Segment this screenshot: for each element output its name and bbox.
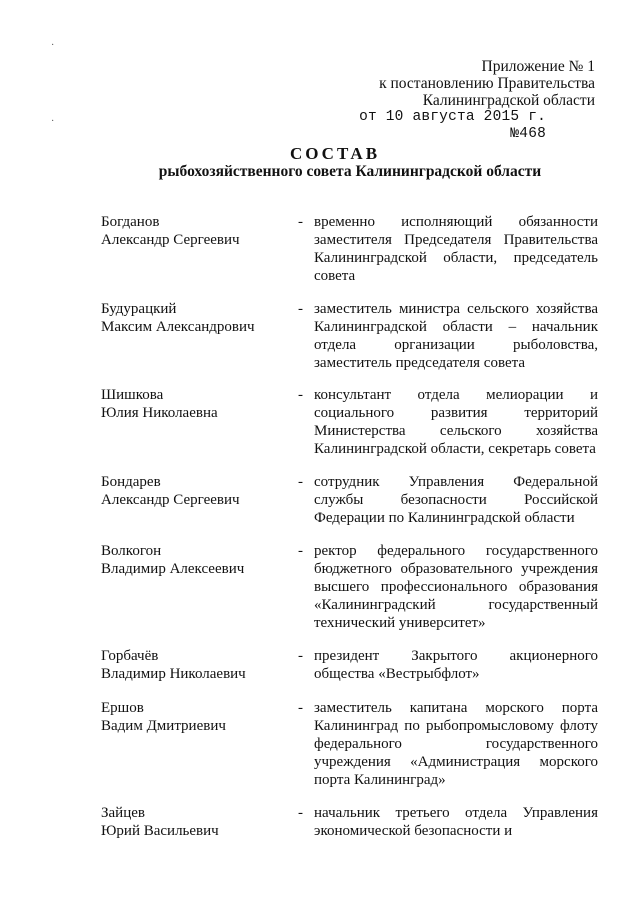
separator-dash: -	[298, 387, 303, 403]
member-surname: Ершов	[101, 700, 144, 716]
separator-dash: -	[298, 214, 303, 230]
separator-dash: -	[298, 805, 303, 821]
member-role: заместитель капитана морского порта Калининград по рыбопромысловому флоту федерального государственного учреждения «Администрация морского порта Калининград»	[314, 700, 598, 788]
separator-dash: -	[298, 648, 303, 664]
member-surname: Шишкова	[101, 387, 164, 403]
member-surname: Будурацкий	[101, 301, 177, 317]
member-role: ректор федерального государственного бюджетного образовательного учреждения высшего профессионального образования «Калининградский государственный технический университет»	[314, 543, 598, 631]
member-name	[101, 542, 291, 578]
member-surname: Бондарев	[101, 474, 161, 490]
scan-speck: ·	[51, 116, 55, 127]
member-given-names: Владимир Николаевич	[101, 666, 246, 682]
appendix-header	[345, 58, 595, 143]
member-given-names: Юлия Николаевна	[101, 405, 218, 421]
appendix-reference: к постановлению Правительства	[379, 75, 595, 92]
member-role: заместитель министра сельского хозяйства Калининградской области – начальник отдела организации рыболовства, заместитель председателя совета	[314, 301, 598, 371]
separator-dash: -	[298, 543, 303, 559]
member-given-names: Вадим Дмитриевич	[101, 718, 226, 734]
member-surname: Зайцев	[101, 805, 145, 821]
member-given-names: Юрий Васильевич	[101, 823, 219, 839]
member-given-names: Владимир Алексеевич	[101, 561, 245, 577]
separator-dash: -	[298, 700, 303, 716]
member-role: начальник третьего отдела Управления экономической безопасности и	[314, 805, 598, 839]
member-name	[101, 699, 291, 735]
document-title: СОСТАВ	[289, 144, 381, 163]
member-given-names: Александр Сергеевич	[101, 232, 240, 248]
document-title-block	[0, 144, 640, 181]
member-surname: Богданов	[101, 214, 160, 230]
member-name	[101, 213, 291, 249]
member-name	[101, 647, 291, 683]
member-surname: Горбачёв	[101, 648, 159, 664]
member-surname: Волкогон	[101, 543, 162, 559]
member-given-names: Александр Сергеевич	[101, 492, 240, 508]
document-subtitle: рыбохозяйственного совета Калининградской области	[158, 163, 542, 180]
member-role: временно исполняющий обязанности заместителя Председателя Правительства Калининградской области, председатель совета	[314, 214, 598, 284]
member-role: президент Закрытого акционерного общества «Вестрыбфлот»	[314, 648, 598, 682]
scan-speck: ·	[51, 40, 55, 51]
member-name	[101, 386, 291, 422]
member-role: сотрудник Управления Федеральной службы безопасности Российской Федерации по Калининградской области	[314, 474, 598, 526]
member-given-names: Максим Александрович	[101, 319, 255, 335]
member-name	[101, 804, 291, 840]
appendix-region: Калининградской области	[422, 92, 595, 109]
member-role: консультант отдела мелиорации и социального развития территорий Министерства сельского хозяйства Калининградской области, секретарь совета	[314, 387, 598, 457]
appendix-date: от 10 августа 2015 г. №468	[359, 109, 546, 142]
member-name	[101, 300, 291, 336]
member-name	[101, 473, 291, 509]
separator-dash: -	[298, 301, 303, 317]
separator-dash: -	[298, 474, 303, 490]
appendix-number: Приложение № 1	[481, 58, 595, 75]
